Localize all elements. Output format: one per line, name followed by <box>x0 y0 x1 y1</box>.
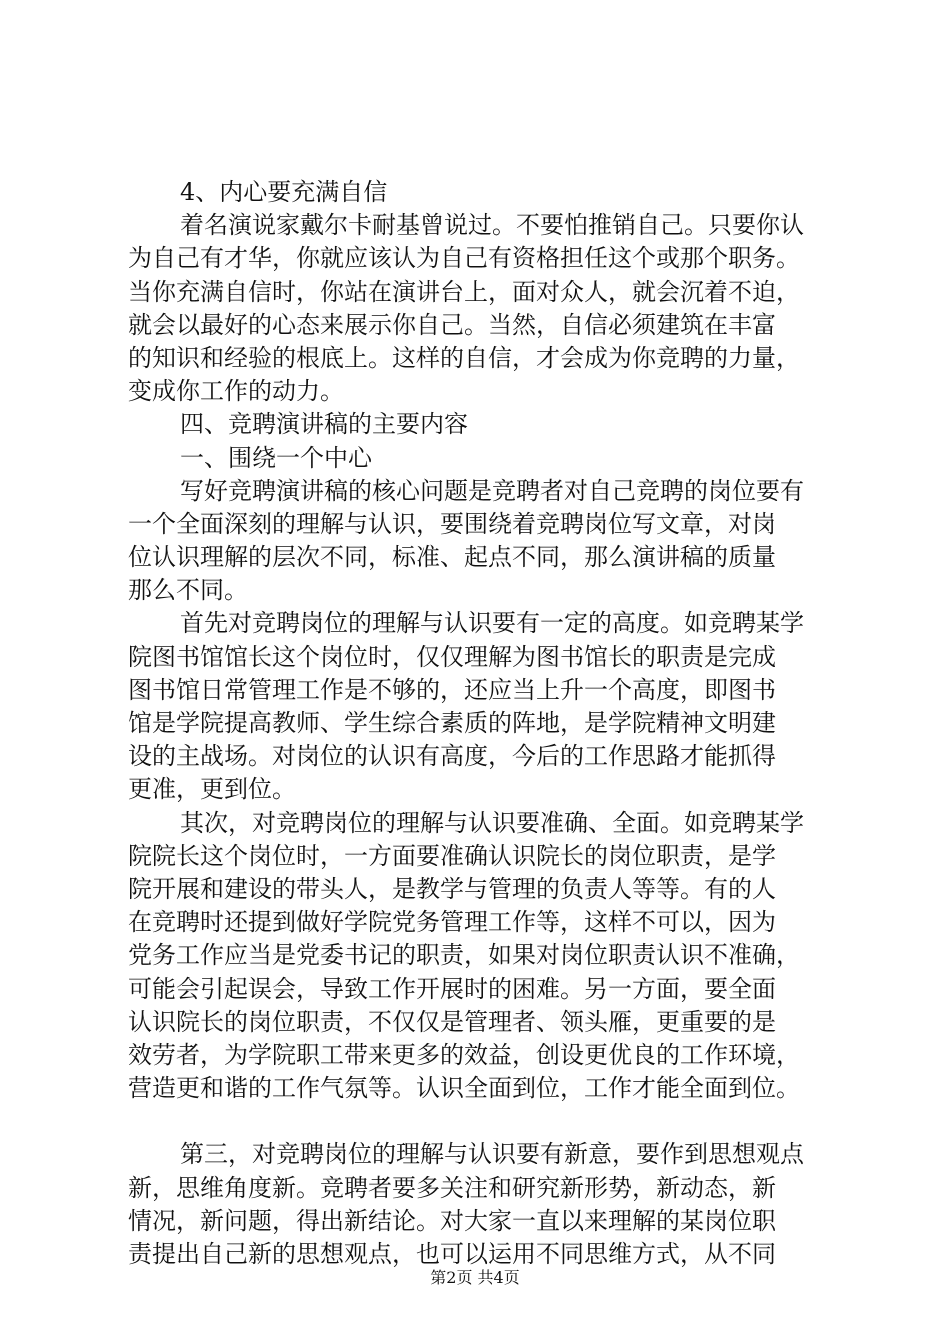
paragraph-line: 院院长这个岗位时，一方面要准确认识院长的岗位职责，是学 <box>128 841 776 870</box>
subsection-heading: 一、围绕一个中心 <box>180 443 372 472</box>
paragraph-line: 馆是学院提高教师、学生综合素质的阵地，是学院精神文明建 <box>128 709 776 737</box>
paragraph-line: 新，思维角度新。竞聘者要多关注和研究新形势，新动态，新 <box>128 1173 776 1202</box>
paragraph-line: 着名演说家戴尔卡耐基曾说过。不要怕推销自己。只要你认 <box>180 211 804 240</box>
paragraph-line: 首先对竞聘岗位的理解与认识要有一定的高度。如竞聘某学 <box>180 609 804 638</box>
paragraph-line: 认识院长的岗位职责，不仅仅是管理者、领头雁，更重要的是 <box>128 1007 776 1036</box>
paragraph-line: 那么不同。 <box>128 576 248 605</box>
paragraph-gap <box>128 1105 858 1138</box>
paragraph-line: 其次，对竞聘岗位的理解与认识要准确、全面。如竞聘某学 <box>180 808 804 837</box>
paragraph-line: 一个全面深刻的理解与认识，要围绕着竞聘岗位写文章，对岗 <box>128 509 776 538</box>
page-number-label: 第2页 共4页 <box>430 1268 520 1287</box>
paragraph-line: 设的主战场。对岗位的认识有高度，今后的工作思路才能抓得 <box>128 742 776 771</box>
paragraph-line: 第三，对竞聘岗位的理解与认识要有新意，要作到思想观点 <box>180 1140 804 1169</box>
document-body <box>128 176 858 1271</box>
paragraph-line: 情况，新问题，得出新结论。对大家一直以来理解的某岗位职 <box>128 1206 776 1235</box>
section-heading: 4、内心要充满自信 <box>180 178 388 206</box>
paragraph-line: 图书馆日常管理工作是不够的，还应当上升一个高度，即图书 <box>128 675 776 704</box>
paragraph-line: 院开展和建设的带头人，是教学与管理的负责人等等。有的人 <box>128 874 776 903</box>
paragraph-line: 写好竞聘演讲稿的核心问题是竞聘者对自己竞聘的岗位要有 <box>180 476 804 505</box>
paragraph-line: 的知识和经验的根底上。这样的自信，才会成为你竞聘的力量， <box>128 343 800 372</box>
paragraph-line: 院图书馆馆长这个岗位时，仅仅理解为图书馆长的职责是完成 <box>128 642 776 671</box>
paragraph-line: 党务工作应当是党委书记的职责，如果对岗位职责认识不准确， <box>128 941 800 970</box>
section-heading: 四、竞聘演讲稿的主要内容 <box>180 410 468 439</box>
page-footer <box>0 1268 950 1288</box>
paragraph-line: 在竞聘时还提到做好学院党务管理工作等，这样不可以，因为 <box>128 908 776 937</box>
paragraph-line: 可能会引起误会，导致工作开展时的困难。另一方面，要全面 <box>128 974 776 1003</box>
paragraph-line: 营造更和谐的工作气氛等。认识全面到位，工作才能全面到位。 <box>128 1074 800 1103</box>
paragraph-line: 效劳者，为学院职工带来更多的效益，创设更优良的工作环境， <box>128 1040 800 1069</box>
paragraph-line: 就会以最好的心态来展示你自己。当然，自信必须建筑在丰富 <box>128 310 776 339</box>
paragraph-line: 更准，更到位。 <box>128 775 296 804</box>
paragraph-line: 当你充满自信时，你站在演讲台上，面对众人，就会沉着不迫， <box>128 277 800 306</box>
paragraph-line: 责提出自己新的思想观点，也可以运用不同思维方式，从不同 <box>128 1240 776 1268</box>
paragraph-line: 变成你工作的动力。 <box>128 377 344 406</box>
paragraph-line: 位认识理解的层次不同，标准、起点不同，那么演讲稿的质量 <box>128 543 776 572</box>
paragraph-line: 为自己有才华，你就应该认为自己有资格担任这个或那个职务。 <box>128 244 800 273</box>
